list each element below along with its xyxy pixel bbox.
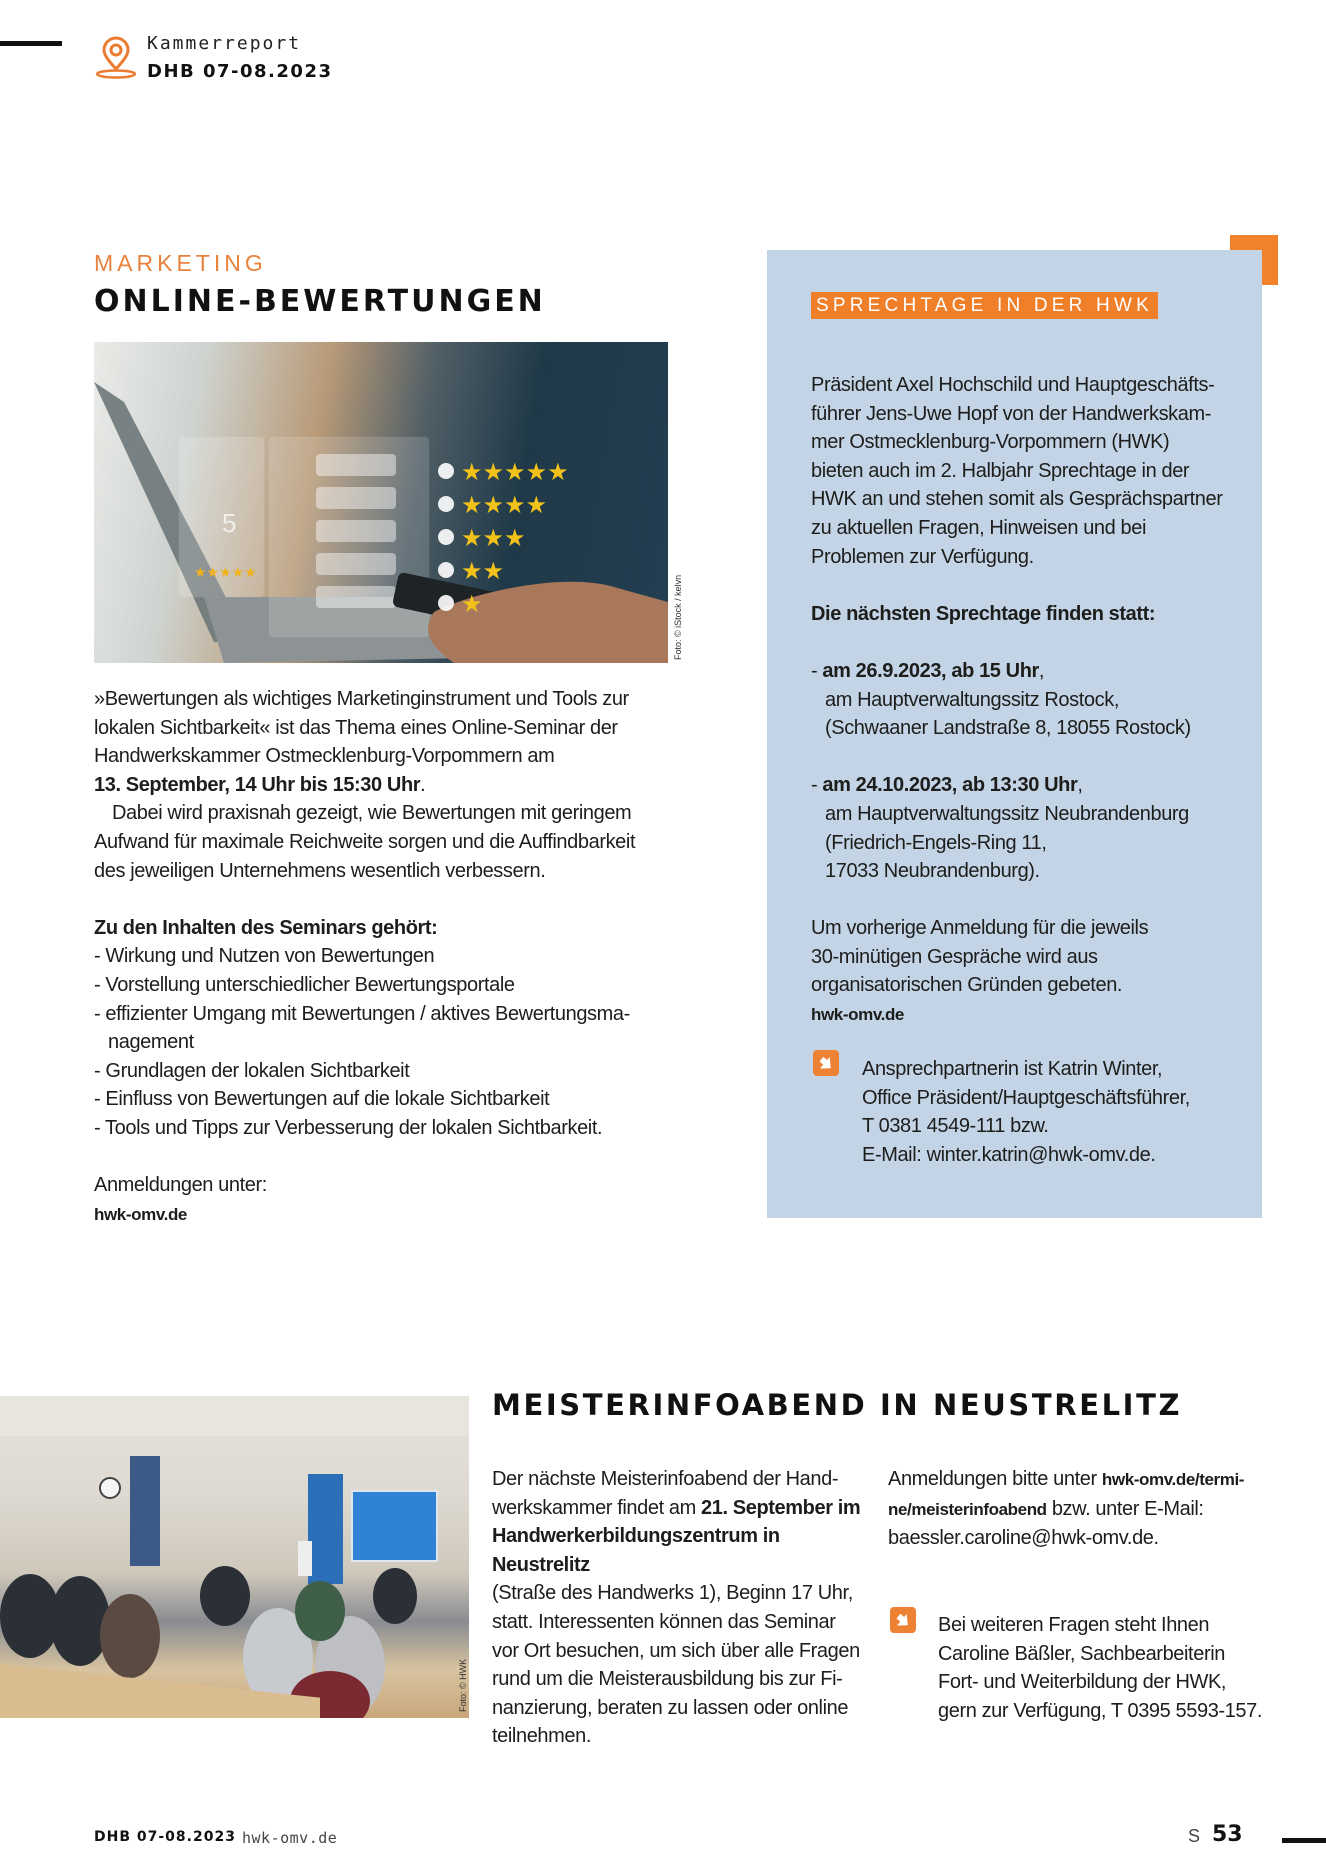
article-photo-seminar bbox=[0, 1396, 469, 1718]
seminar-date: 13. September, 14 Uhr bis 15:30 Uhr bbox=[94, 773, 421, 796]
svg-text:★★★★★: ★★★★★ bbox=[461, 458, 569, 486]
article-photo-reviews bbox=[94, 342, 668, 663]
contents-heading: Zu den Inhalten des Seminars gehört: bbox=[94, 916, 438, 939]
photo-credit: Foto: © iStock / kelvn bbox=[673, 574, 683, 660]
footer-website[interactable]: hwk-omv.de bbox=[242, 1829, 338, 1847]
article-title: MEISTERINFOABEND IN NEUSTRELITZ bbox=[492, 1388, 1183, 1422]
intro-paragraph: »Bewertungen als wichtiges Marketinginstrument und Tools zur lokalen Sichtbarkeit« ist das Thema eines Online-Seminar der Handwerkskammer Ostmecklenburg-Vorpommern am 13. September, 14 Uhr bis 15:30 Uhr. bbox=[94, 688, 629, 796]
article-body bbox=[94, 685, 674, 1229]
footer-rule bbox=[1282, 1838, 1326, 1843]
date-entry: - am 24.10.2023, ab 13:30 Uhr, am Hauptverwaltungssitz Neubrandenburg (Friedrich-Engels-Ring 11, 17033 Neubrandenburg). bbox=[811, 774, 1189, 883]
detail-paragraph: Dabei wird praxisnah gezeigt, wie Bewertungen mit geringem Aufwand für maximale Reichweite sorgen und die Auffindbarkeit des jeweiligen Unternehmens wesentlich verbessern. bbox=[94, 802, 636, 882]
svg-text:★★★: ★★★ bbox=[461, 524, 526, 552]
arrow-down-right-icon bbox=[890, 1607, 916, 1633]
svg-text:★★★★: ★★★★ bbox=[461, 491, 548, 519]
date-entry: - am 26.9.2023, ab 15 Uhr, am Hauptverwaltungssitz Rostock, (Schwaaner Landstraße 8, 18055 Rostock) bbox=[811, 659, 1191, 740]
contents-list bbox=[94, 942, 674, 1142]
svg-text:5: 5 bbox=[222, 508, 237, 538]
page-number: 53 bbox=[1212, 1822, 1243, 1847]
svg-text:★: ★ bbox=[461, 590, 483, 618]
review-illustration bbox=[94, 342, 668, 663]
sidebar-intro: Präsident Axel Hochschild und Hauptgeschäfts- führer Jens-Uwe Hopf von der Handwerkskam- mer Ostmecklenburg-Vorpommern (HWK) bieten auch im 2. Halbjahr Sprechtage in der HWK an und stehen somit als Gesprächspartner zu aktuellen Fragen, Hinweisen und bei Problemen zur Verfügung. Die nächsten Sprechtage finden statt: - am 26.9.2023, ab 15 Uhr, am Hauptverwaltungssitz Rostock, (Schwaaner Landstraße 8, 18055 Rostock) - am 24.10.2023, ab 13:30 Uhr, am Hauptverwaltungssitz Neubrandenburg (Friedrich-Engels-Ring 11, 17033 Neubrandenburg). Um vorherige Anmeldung für die jeweils 30-minütigen Gespräche wird aus organisatorischen Gründen gebeten. hwk-omv.de bbox=[811, 371, 1251, 1030]
page-prefix: S bbox=[1188, 1826, 1201, 1846]
list-item: nagement bbox=[108, 1031, 194, 1054]
article-title: ONLINE-BEWERTUNGEN bbox=[94, 284, 546, 319]
registration-label: Anmeldungen unter: bbox=[94, 1174, 267, 1197]
header-rule bbox=[0, 41, 62, 46]
footer-issue: DHB 07-08.2023 bbox=[94, 1829, 236, 1845]
seminar-illustration bbox=[0, 1396, 469, 1718]
list-item: - Einfluss von Bewertungen auf die lokale Sichtbarkeit bbox=[94, 1088, 550, 1111]
event-location: Handwerkerbildungszentrum in Neustrelitz bbox=[492, 1525, 780, 1576]
section-name: Kammerreport bbox=[147, 33, 302, 54]
contact-email[interactable]: baessler.caroline@hwk-omv.de. bbox=[888, 1527, 1159, 1550]
list-item: - Vorstellung unterschiedlicher Bewertungsportale bbox=[94, 973, 515, 996]
article2-right-column: Anmeldungen bitte unter hwk-omv.de/termi- ne/meisterinfoabend bzw. unter E-Mail: baessler.caroline@hwk-omv.de. bbox=[888, 1465, 1278, 1553]
arrow-down-right-icon bbox=[813, 1050, 839, 1076]
sidebar-link[interactable]: hwk-omv.de bbox=[811, 1005, 904, 1025]
list-item: - Wirkung und Nutzen von Bewertungen bbox=[94, 945, 435, 968]
article2-left-column: Der nächste Meisterinfoabend der Hand- werkskammer findet am 21. September im Handwerkerbildungszentrum in Neustrelitz (Straße des Handwerks 1), Beginn 17 Uhr, statt. Interessenten können das Seminar vor Ort besuchen, um sich über alle Fragen rund um die Meisterausbildung bis zur Fi- nanzierung, beraten zu lassen oder online teilnehmen. bbox=[492, 1468, 861, 1748]
svg-text:★★: ★★ bbox=[461, 557, 505, 585]
next-dates-heading: Die nächsten Sprechtage finden statt: bbox=[811, 602, 1156, 625]
sidebar-tag: SPRECHTAGE IN DER HWK bbox=[811, 292, 1158, 319]
issue-label: DHB 07-08.2023 bbox=[147, 61, 333, 82]
list-item: - Grundlagen der lokalen Sichtbarkeit bbox=[94, 1059, 410, 1082]
photo-credit: Foto: © HWK bbox=[458, 1658, 468, 1712]
svg-text:★★★★★: ★★★★★ bbox=[194, 565, 257, 581]
contact-email[interactable]: E-Mail: winter.katrin@hwk-omv.de. bbox=[862, 1143, 1156, 1166]
list-item: - effizienter Umgang mit Bewertungen / aktives Bewertungsma- bbox=[94, 1002, 630, 1025]
registration-link[interactable]: hwk-omv.de/termi- bbox=[1101, 1470, 1245, 1489]
location-pin-icon bbox=[94, 36, 138, 80]
article-kicker: MARKETING bbox=[94, 250, 267, 276]
article2-contact: Bei weiteren Fragen steht Ihnen Caroline Bäßler, Sachbearbeiterin Fort- und Weiterbildung der HWK, gern zur Verfügung, T 0395 5593-157. bbox=[938, 1614, 1263, 1722]
list-item: - Tools und Tipps zur Verbesserung der lokalen Sichtbarkeit. bbox=[94, 1116, 603, 1139]
registration-note: Um vorherige Anmeldung für die jeweils 30-minütigen Gespräche wird aus organisatorischen Gründen gebeten. bbox=[811, 917, 1149, 997]
sidebar-contact: Ansprechpartnerin ist Katrin Winter, Office Präsident/Hauptgeschäftsführer, T 0381 4549-111 bzw. E-Mail: winter.katrin@hwk-omv.de. bbox=[862, 1055, 1262, 1169]
registration-link[interactable]: hwk-omv.de bbox=[94, 1204, 187, 1224]
registration-link[interactable]: ne/meisterinfoabend bbox=[888, 1499, 1047, 1519]
